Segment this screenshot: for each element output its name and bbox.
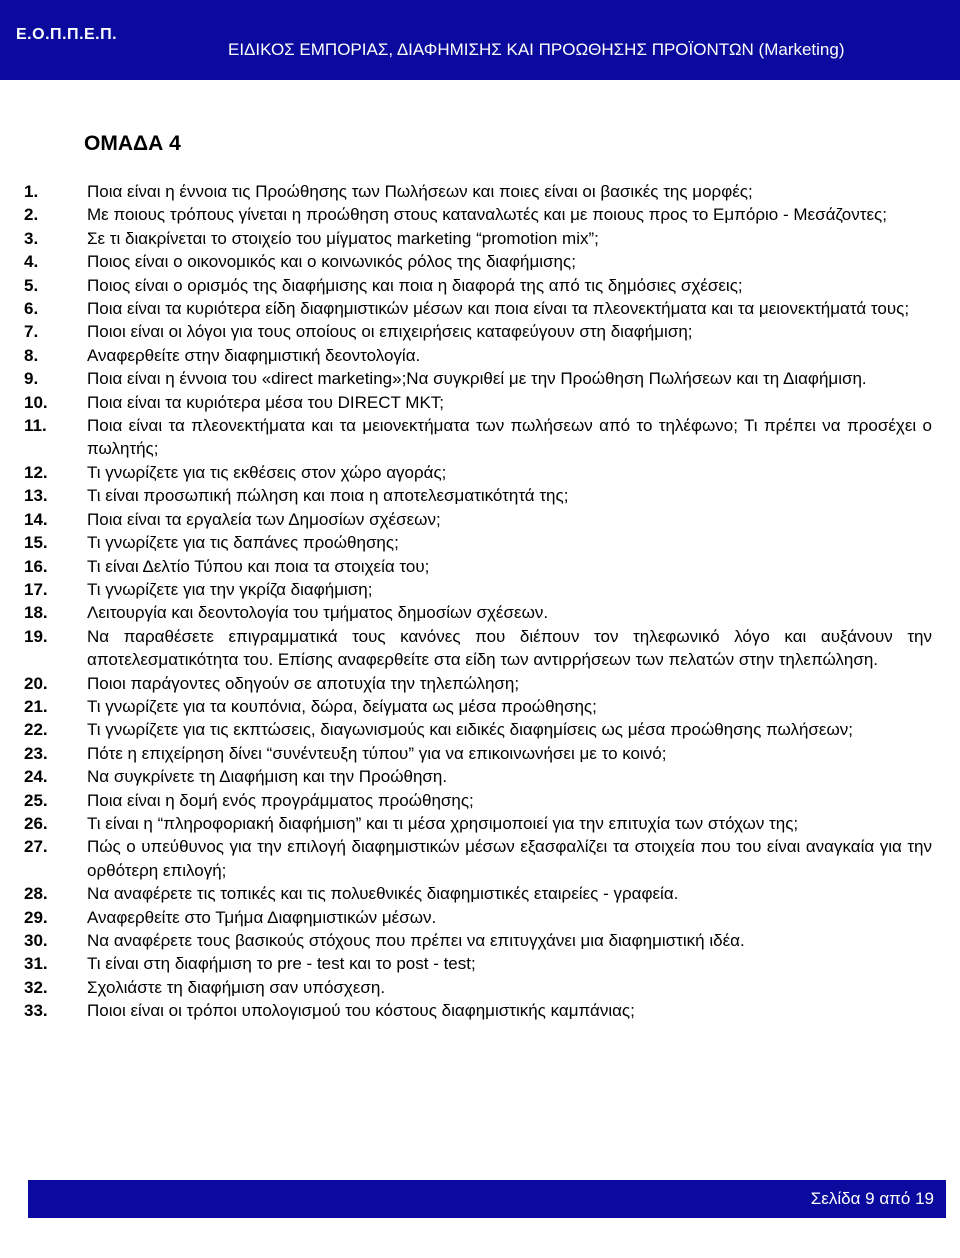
question-item xyxy=(24,765,932,788)
question-number: 25. xyxy=(24,790,48,810)
question-number: 5. xyxy=(24,275,39,295)
question-text: Πότε η επιχείρηση δίνει “συνέντευξη τύπου” για να επικοινωνήσει με το κοινό; xyxy=(87,743,667,763)
question-number: 3. xyxy=(24,228,39,248)
question-number: 30. xyxy=(24,931,48,950)
page-footer xyxy=(28,1180,946,1218)
page-number: Σελίδα 9 από 19 xyxy=(810,1189,934,1208)
question-number: 2. xyxy=(24,205,39,225)
question-text: Αναφερθείτε στην διαφημιστική δεοντολογία. xyxy=(87,345,421,365)
question-item xyxy=(24,976,932,999)
question-item xyxy=(24,789,932,812)
question-text: Ποια είναι τα εργαλεία των Δημοσίων σχέσεων; xyxy=(87,509,441,529)
question-text: Ποια είναι τα κυριότερα είδη διαφημιστικών μέσων και ποια είναι τα πλεονεκτήματα και τα μειονεκτήματά τους; xyxy=(87,299,910,319)
question-number: 31. xyxy=(24,954,48,974)
question-text: Τι γνωρίζετε για τις δαπάνες προώθησης; xyxy=(87,533,399,553)
question-number: 21. xyxy=(24,696,48,716)
question-item xyxy=(24,344,932,367)
question-item xyxy=(24,695,932,718)
question-text: Ποια είναι η έννοια τις Προώθησης των Πωλήσεων και ποιες είναι οι βασικές της μορφές; xyxy=(87,182,753,201)
question-item xyxy=(24,227,932,250)
question-text: Ποιοι είναι οι τρόποι υπολογισμού του κόστους διαφημιστικής καμπάνιας; xyxy=(87,1001,635,1021)
question-number: 4. xyxy=(24,252,39,272)
question-list xyxy=(24,180,932,1023)
question-item xyxy=(24,555,932,578)
question-text: Να συγκρίνετε τη Διαφήμιση και την Προώθηση. xyxy=(87,767,448,787)
question-number: 29. xyxy=(24,907,48,927)
question-text: Ποιοι είναι οι λόγοι για τους οποίους οι επιχειρήσεις καταφεύγουν στη διαφήμιση; xyxy=(87,322,693,342)
question-number: 1. xyxy=(24,182,39,201)
question-item xyxy=(24,531,932,554)
question-number: 28. xyxy=(24,884,48,904)
question-text: Να αναφέρετε τους βασικούς στόχους που πρέπει να επιτυγχάνει μια διαφημιστική ιδέα. xyxy=(87,931,745,950)
question-number: 13. xyxy=(24,486,48,506)
question-item xyxy=(24,601,932,624)
question-number: 15. xyxy=(24,533,48,553)
question-number: 11. xyxy=(24,416,47,436)
question-number: 10. xyxy=(24,392,48,412)
question-item xyxy=(24,882,932,905)
question-text: Ποια είναι τα κυριότερα μέσα του DIRECT MKT; xyxy=(87,392,445,412)
question-number: 18. xyxy=(24,603,48,623)
question-number: 8. xyxy=(24,345,39,365)
question-text: Ποιοι παράγοντες οδηγούν σε αποτυχία την τηλεπώληση; xyxy=(87,673,520,693)
question-text: Σχολιάστε τη διαφήμιση σαν υπόσχεση. xyxy=(87,977,386,997)
question-text: Ποια είναι τα πλεονεκτήματα και τα μειονεκτήματα των πωλήσεων από το τηλέφωνο; Τι πρέπει να προσέχει ο πωλητής; xyxy=(87,416,932,459)
question-number: 20. xyxy=(24,673,48,693)
question-item xyxy=(24,906,932,929)
question-item xyxy=(24,812,932,835)
question-item xyxy=(24,625,932,672)
question-text: Τι γνωρίζετε για τα κουπόνια, δώρα, δείγματα ως μέσα προώθησης; xyxy=(87,696,597,716)
question-item xyxy=(24,320,932,343)
question-number: 16. xyxy=(24,556,48,576)
question-number: 6. xyxy=(24,299,39,319)
question-item xyxy=(24,835,932,882)
question-number: 14. xyxy=(24,509,48,529)
question-text: Αναφερθείτε στο Τμήμα Διαφημιστικών μέσων. xyxy=(87,907,437,927)
question-item xyxy=(24,672,932,695)
question-item xyxy=(24,297,932,320)
question-item xyxy=(24,718,932,741)
question-item xyxy=(24,999,932,1022)
question-item xyxy=(24,203,932,226)
question-number: 24. xyxy=(24,767,48,787)
question-text: Λειτουργία και δεοντολογία του τμήματος δημοσίων σχέσεων. xyxy=(87,603,549,623)
question-number: 12. xyxy=(24,462,48,482)
question-item xyxy=(24,578,932,601)
question-text: Τι είναι προσωπική πώληση και ποια η αποτελεσματικότητά της; xyxy=(87,486,569,506)
question-number: 7. xyxy=(24,322,39,342)
question-item xyxy=(24,742,932,765)
question-number: 23. xyxy=(24,743,48,763)
question-text: Ποιος είναι ο ορισμός της διαφήμισης και ποια η διαφορά της από τις δημόσιες σχέσεις; xyxy=(87,275,743,295)
question-number: 26. xyxy=(24,813,48,833)
question-number: 9. xyxy=(24,369,39,389)
group-title: ΟΜΑΔΑ 4 xyxy=(84,132,181,155)
organization-name: Ε.Ο.Π.Π.Ε.Π. xyxy=(16,26,118,43)
question-item xyxy=(24,367,932,390)
question-text: Τι γνωρίζετε για τις εκπτώσεις, διαγωνισμούς και ειδικές διαφημίσεις ως μέσα προώθησης πωλήσεων; xyxy=(87,720,853,740)
question-text: Πώς ο υπεύθυνος για την επιλογή διαφημιστικών μέσων εξασφαλίζει τα στοιχεία που του είναι αναγκαία για την ορθότερη επιλογή; xyxy=(87,837,932,880)
question-number: 27. xyxy=(24,837,48,857)
question-text: Να αναφέρετε τις τοπικές και τις πολυεθνικές διαφημιστικές εταιρείες - γραφεία. xyxy=(87,884,679,904)
question-number: 32. xyxy=(24,977,48,997)
question-item xyxy=(24,250,932,273)
course-title: ΕΙΔΙΚΟΣ ΕΜΠΟΡΙΑΣ, ΔΙΑΦΗΜΙΣΗΣ ΚΑΙ ΠΡΟΩΘΗΣΗΣ ΠΡΟΪΟΝΤΩΝ (Marketing) xyxy=(228,40,845,59)
question-item xyxy=(24,180,932,203)
question-text: Τι είναι στη διαφήμιση το pre - test και το post - test; xyxy=(87,954,476,974)
question-text: Ποια είναι η έννοια του «direct marketing»;Να συγκριθεί με την Προώθηση Πωλήσεων και τη Διαφήμιση. xyxy=(87,369,867,389)
question-text: Σε τι διακρίνεται το στοιχείο του μίγματος marketing “promotion mix”; xyxy=(87,228,599,248)
question-text: Με ποιους τρόπους γίνεται η προώθηση στους καταναλωτές και με ποιους προς το Εμπόριο - Μεσάζοντες; xyxy=(87,205,887,225)
question-text: Τι γνωρίζετε για τις εκθέσεις στον χώρο αγοράς; xyxy=(87,462,447,482)
question-text: Τι είναι Δελτίο Τύπου και ποια τα στοιχεία του; xyxy=(87,556,430,576)
question-text: Ποιος είναι ο οικονομικός και ο κοινωνικός ρόλος της διαφήμισης; xyxy=(87,252,576,272)
question-text: Τι γνωρίζετε για την γκρίζα διαφήμιση; xyxy=(87,579,373,599)
question-item xyxy=(24,414,932,461)
question-text: Να παραθέσετε επιγραμματικά τους κανόνες που διέπουν τον τηλεφωνικό λόγο και αυξάνουν την αποτελεσματικότητα του. Επίσης αναφερθείτε στα είδη των αντιρρήσεων των πελατών στην τηλεπώληση. xyxy=(87,626,932,670)
question-item xyxy=(24,508,932,531)
question-number: 22. xyxy=(24,720,48,740)
question-text: Ποια είναι η δομή ενός προγράμματος προώθησης; xyxy=(87,790,474,810)
question-number: 19. xyxy=(24,626,48,646)
question-item xyxy=(24,274,932,297)
question-item xyxy=(24,461,932,484)
question-number: 17. xyxy=(24,579,48,599)
question-item xyxy=(24,484,932,507)
question-item xyxy=(24,929,932,952)
question-number: 33. xyxy=(24,1001,48,1021)
question-item xyxy=(24,952,932,975)
question-item xyxy=(24,391,932,414)
page-header xyxy=(0,0,960,80)
question-text: Τι είναι η “πληροφοριακή διαφήμιση” και τι μέσα χρησιμοποιεί για την επιτυχία των στόχων της; xyxy=(87,813,799,833)
